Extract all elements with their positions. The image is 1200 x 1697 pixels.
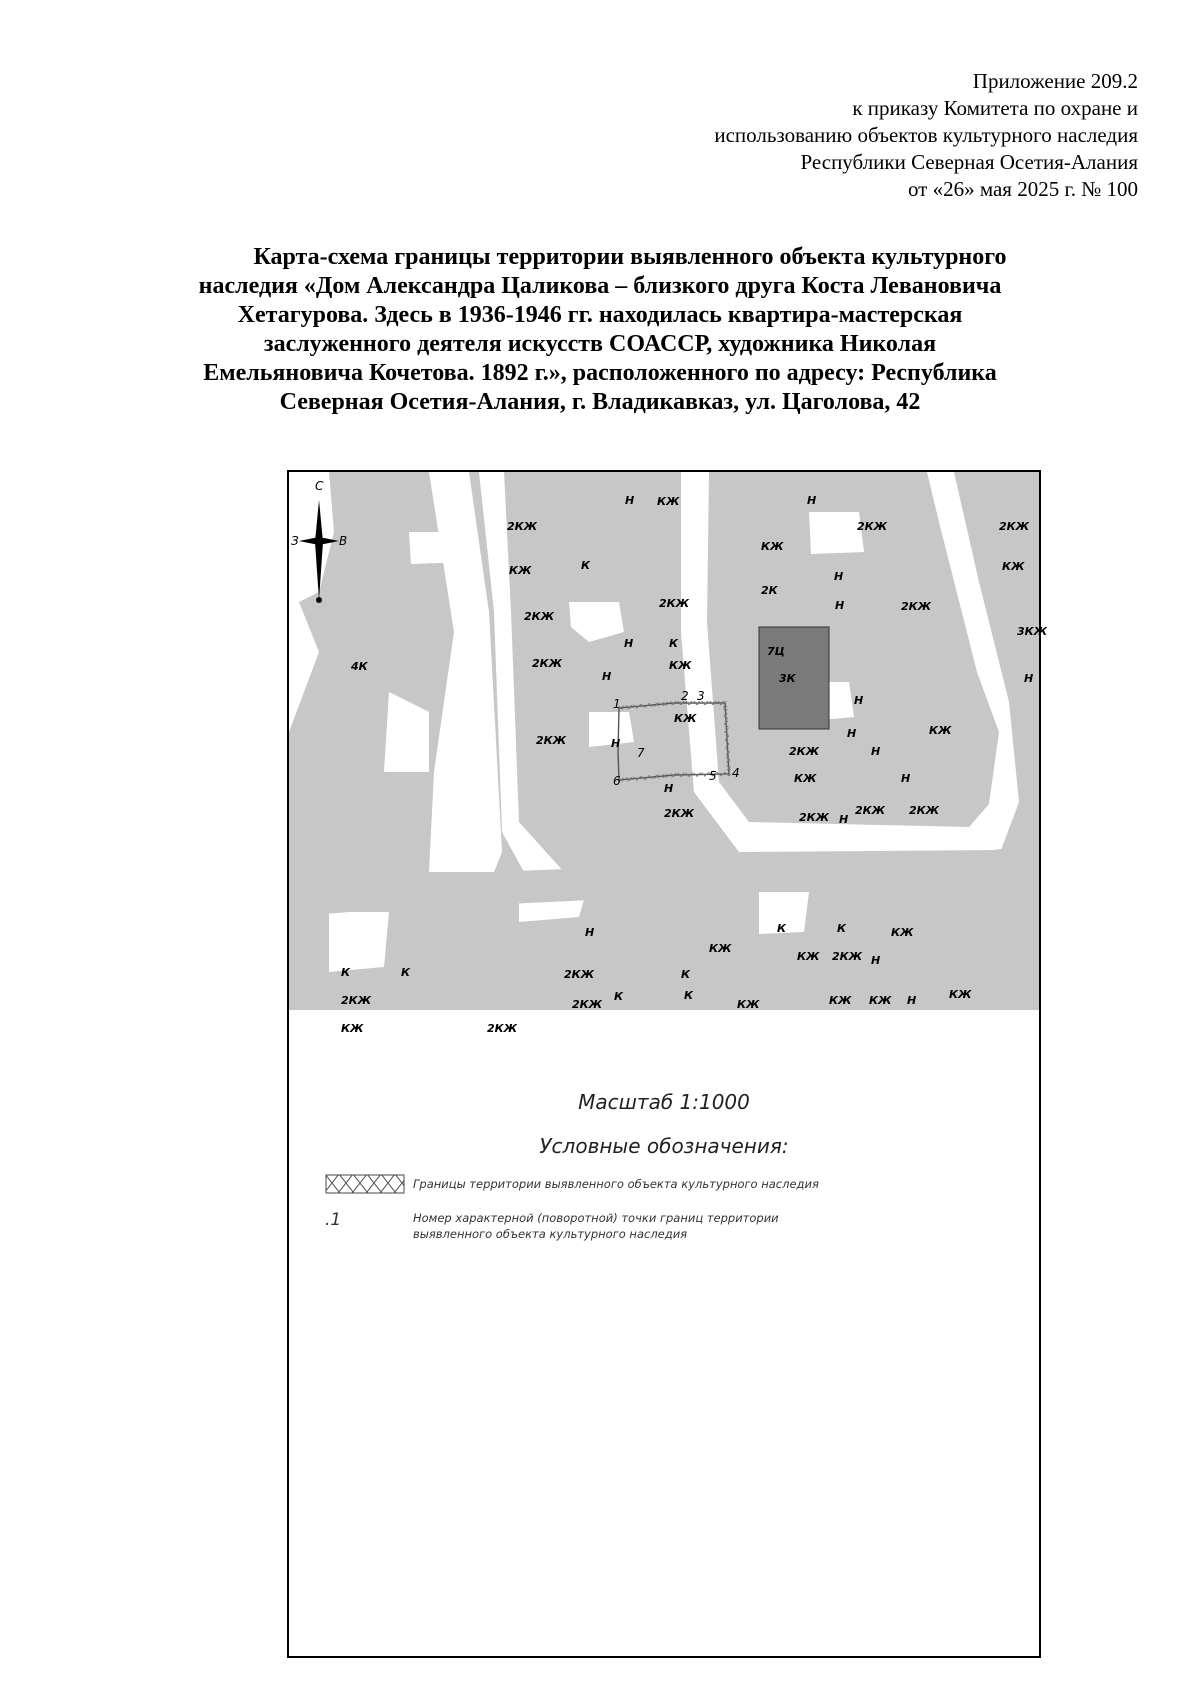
building-label: 2КЖ: [572, 998, 603, 1011]
cadastral-map: [289, 472, 1048, 1070]
map-scale: Масштаб 1:1000: [578, 1090, 750, 1114]
street-segment: [329, 912, 389, 972]
building-label: КЖ: [829, 994, 852, 1007]
object-label-7ts: 7Ц: [767, 645, 785, 658]
building-label: КЖ: [929, 724, 952, 737]
title-line: Северная Осетия-Алания, г. Владикавказ, ул. Цаголова, 42: [279, 389, 921, 415]
building-label: КЖ: [891, 926, 914, 939]
building-label: 2КЖ: [532, 657, 563, 670]
title-line: Карта-схема границы территории выявленного объекта культурного: [253, 244, 1007, 270]
building-label: 2КЖ: [855, 804, 886, 817]
compass-west: З: [291, 534, 299, 548]
building-label: 2КЖ: [507, 520, 538, 533]
building-label: 2К: [761, 584, 778, 597]
building-label: Н: [907, 994, 917, 1007]
building-label: К: [669, 637, 678, 650]
building-label: Н: [807, 494, 817, 507]
building-label: Н: [611, 737, 621, 750]
boundary-point-4: 4: [732, 766, 740, 780]
boundary-point-5: 5: [709, 769, 717, 783]
building-label: 2КЖ: [909, 804, 940, 817]
boundary-point-7: 7: [637, 746, 645, 760]
building-label: Н: [1024, 672, 1034, 685]
point-number-symbol: .1: [325, 1210, 342, 1230]
building-label: 2КЖ: [799, 811, 830, 824]
title-line: заслуженного деятеля искусств СОАССР, художника Николая: [263, 331, 937, 357]
document-title: [150, 243, 1050, 417]
boundary-point-1: 1: [613, 697, 621, 711]
building-label: К: [614, 990, 623, 1003]
building-label: Н: [624, 637, 634, 650]
building-label: Н: [834, 570, 844, 583]
building-label: 4К: [351, 660, 368, 673]
building-label: Н: [585, 926, 595, 939]
building-label: К: [777, 922, 786, 935]
building-label: КЖ: [869, 994, 892, 1007]
street-segment: [409, 532, 467, 564]
building-label: Н: [871, 954, 881, 967]
building-label: КЖ: [341, 1022, 364, 1035]
boundary-point-3: 3: [697, 689, 705, 703]
building-label: 2КЖ: [487, 1022, 518, 1035]
legend-title: Условные обозначения:: [539, 1134, 789, 1158]
compass-north: С: [315, 479, 324, 493]
building-label: КЖ: [709, 942, 732, 955]
building-label: 2КЖ: [857, 520, 888, 533]
building-label: 2КЖ: [564, 968, 595, 981]
building-label: К: [341, 966, 350, 979]
document-header: [714, 68, 1138, 203]
title-line: наследия «Дом Александра Цаликова – близкого друга Коста Левановича: [198, 273, 1002, 299]
building-label: К: [401, 966, 410, 979]
map-margin: [289, 1010, 1039, 1070]
building-label: К: [837, 922, 846, 935]
building-label: 2КЖ: [999, 520, 1030, 533]
building-label: К: [581, 559, 590, 572]
building-label: Н: [625, 494, 635, 507]
building-label: КЖ: [669, 659, 692, 672]
building-label: Н: [901, 772, 911, 785]
building-label: 2КЖ: [901, 600, 932, 613]
building-label: 2КЖ: [341, 994, 372, 1007]
title-line: Емельяновича Кочетова. 1892 г.», расположенного по адресу: Республика: [203, 360, 997, 386]
building-label: 2КЖ: [664, 807, 695, 820]
building-label: Н: [847, 727, 857, 740]
object-label-3k: 3К: [779, 672, 796, 685]
building-label: 2КЖ: [536, 734, 567, 747]
building-label: КЖ: [797, 950, 820, 963]
legend-text: выявленного объекта культурного наследия: [413, 1227, 688, 1241]
building-label: Н: [839, 813, 849, 826]
crosshatch-band-icon: [325, 1174, 405, 1194]
building-label: 2КЖ: [789, 745, 820, 758]
header-line: использованию объектов культурного наследия: [714, 123, 1138, 147]
building-label: Н: [664, 782, 674, 795]
legend-text: Номер характерной (поворотной) точки границ территории: [413, 1211, 779, 1225]
north-arrow-tail: [316, 597, 322, 603]
boundary-point-2: 2: [681, 689, 689, 703]
legend-text: Границы территории выявленного объекта культурного наследия: [413, 1177, 819, 1191]
building-label: КЖ: [1002, 560, 1025, 573]
header-line: к приказу Комитета по охране и: [852, 96, 1138, 120]
building-label: КЖ: [794, 772, 817, 785]
building-label: КЖ: [737, 998, 760, 1011]
building-label: КЖ: [949, 988, 972, 1001]
building-label: 2КЖ: [524, 610, 555, 623]
building-label: КЖ: [761, 540, 784, 553]
header-line: Республики Северная Осетия-Алания: [800, 150, 1138, 174]
building-label: К: [681, 968, 690, 981]
title-line: Хетагурова. Здесь в 1936-1946 гг. находилась квартира-мастерская: [237, 302, 963, 328]
compass-east: В: [339, 534, 348, 548]
building-label: КЖ: [509, 564, 532, 577]
header-line: Приложение 209.2: [972, 69, 1138, 93]
building-label: 2КЖ: [659, 597, 690, 610]
building-label: Н: [854, 694, 864, 707]
building-label: 2КЖ: [832, 950, 863, 963]
building-label: Н: [835, 599, 845, 612]
building-label: КЖ: [674, 712, 697, 725]
header-line: от «26» мая 2025 г. № 100: [907, 177, 1138, 201]
building-label: КЖ: [657, 495, 680, 508]
street-segment: [809, 512, 864, 554]
building-label: Н: [871, 745, 881, 758]
boundary-point-6: 6: [613, 774, 621, 788]
building-label: Н: [602, 670, 612, 683]
building-label: 3КЖ: [1017, 625, 1048, 638]
building-label: К: [684, 989, 693, 1002]
map-frame: [287, 470, 1048, 1658]
